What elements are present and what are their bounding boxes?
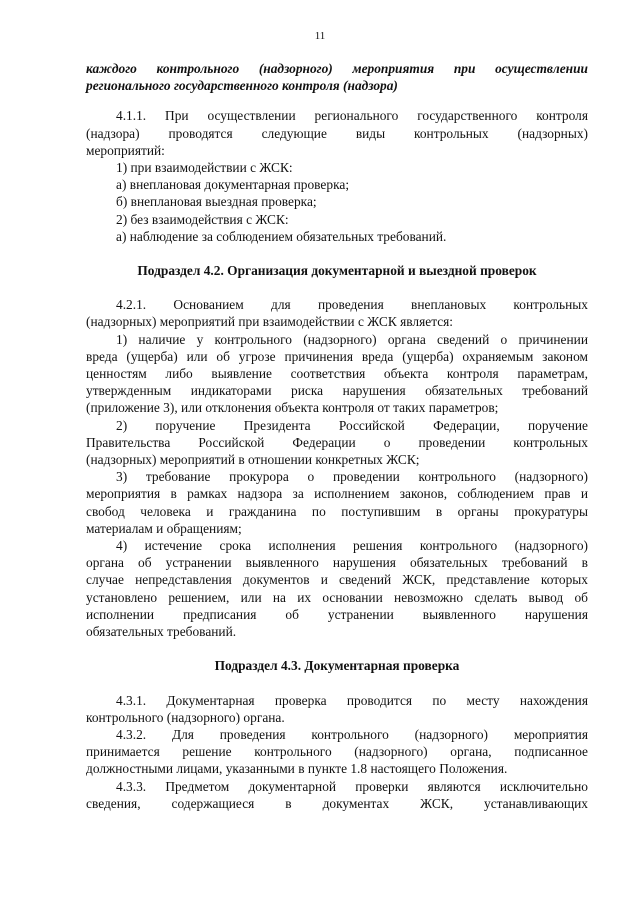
ground-1-line: 1) наличие у контрольного (надзорного) органа сведений о причинении bbox=[116, 331, 588, 347]
section-heading-continued-line: каждого контрольного (надзорного) мероприятия при осуществлении bbox=[86, 61, 588, 76]
clause-4-3-2-line: принимается решение контрольного (надзорного) органа, подписанное bbox=[86, 744, 588, 760]
ground-1-line: (приложение 3), или отклонения объекта контроля от таких параметров; bbox=[86, 400, 499, 416]
ground-1-line: ценностям либо выявление соответствия объекта контроля параметрам, bbox=[86, 366, 588, 382]
clause-4-3-3-line: сведения, содержащиеся в документах ЖСК, устанавливающих bbox=[86, 795, 588, 811]
list-item: 2) без взаимодействия с ЖСК: bbox=[116, 211, 289, 227]
list-item: б) внеплановая выездная проверка; bbox=[116, 194, 317, 210]
ground-2-line: 2) поручение Президента Российской Федерации, поручение bbox=[116, 417, 588, 433]
clause-4-3-1-line: контрольного (надзорного) органа. bbox=[86, 709, 285, 725]
list-item: а) внеплановая документарная проверка; bbox=[116, 177, 350, 193]
clause-4-3-2-line: должностными лицами, указанными в пункте 1.8 настоящего Положения. bbox=[86, 761, 508, 777]
subsection-4-2-title: Подраздел 4.2. Организация документарной и выездной проверок bbox=[137, 263, 537, 279]
section-heading-continued-line: регионального государственного контроля (надзора) bbox=[86, 78, 398, 94]
list-item: 1) при взаимодействии с ЖСК: bbox=[116, 160, 293, 176]
ground-4-line: исполнении предписания об устранении выявленного нарушения bbox=[86, 606, 588, 622]
ground-4-line: обязательных требований. bbox=[86, 624, 237, 640]
ground-4-line: 4) истечение срока исполнения решения контрольного (надзорного) bbox=[116, 538, 588, 554]
ground-4-line: органа об устранении выявленного нарушения обязательных требований в bbox=[86, 555, 588, 571]
ground-4-line: случае непредставления документов и сведений ЖСК, представление которых bbox=[86, 572, 588, 588]
subsection-4-3-title: Подраздел 4.3. Документарная проверка bbox=[214, 658, 460, 674]
clause-4-3-3-line: 4.3.3. Предметом документарной проверки являются исключительно bbox=[116, 778, 588, 794]
ground-3-line: материалам и обращениям; bbox=[86, 520, 242, 536]
ground-2-line: (надзорных) мероприятий в отношении конкретных ЖСК; bbox=[86, 452, 420, 468]
ground-3-line: свобод человека и гражданина по поступившим в органы прокуратуры bbox=[86, 503, 588, 519]
ground-1-line: утвержденным индикаторами риска нарушения обязательных требований bbox=[86, 383, 588, 399]
clause-4-1-1-line: мероприятий: bbox=[86, 142, 165, 158]
ground-3-line: мероприятия в рамках надзора за исполнением законов, соблюдением прав и bbox=[86, 486, 588, 502]
page-number: 11 bbox=[314, 30, 326, 42]
ground-2-line: Правительства Российской Федерации о проведении контрольных bbox=[86, 434, 588, 450]
clause-4-3-2-line: 4.3.2. Для проведения контрольного (надзорного) мероприятия bbox=[116, 726, 588, 742]
ground-1-line: вреда (ущерба) или об угрозе причинения вреда (ущерба) охраняемым законом bbox=[86, 348, 588, 364]
ground-3-line: 3) требование прокурора о проведении контрольного (надзорного) bbox=[116, 469, 588, 485]
page-content bbox=[86, 60, 588, 812]
clause-4-3-1-line: 4.3.1. Документарная проверка проводится по месту нахождения bbox=[116, 692, 588, 708]
clause-4-1-1-line: (надзора) проводятся следующие виды контрольных (надзорных) bbox=[86, 125, 588, 141]
ground-4-line: установлено решением, или на их основании невозможно сделать вывод об bbox=[86, 589, 588, 605]
clause-4-2-1-line: (надзорных) мероприятий при взаимодействии с ЖСК является: bbox=[86, 314, 454, 330]
clause-4-2-1-line: 4.2.1. Основанием для проведения внеплановых контрольных bbox=[116, 297, 588, 313]
clause-4-1-1-line: 4.1.1. При осуществлении регионального государственного контроля bbox=[116, 108, 588, 124]
list-item: а) наблюдение за соблюдением обязательных требований. bbox=[116, 228, 447, 244]
